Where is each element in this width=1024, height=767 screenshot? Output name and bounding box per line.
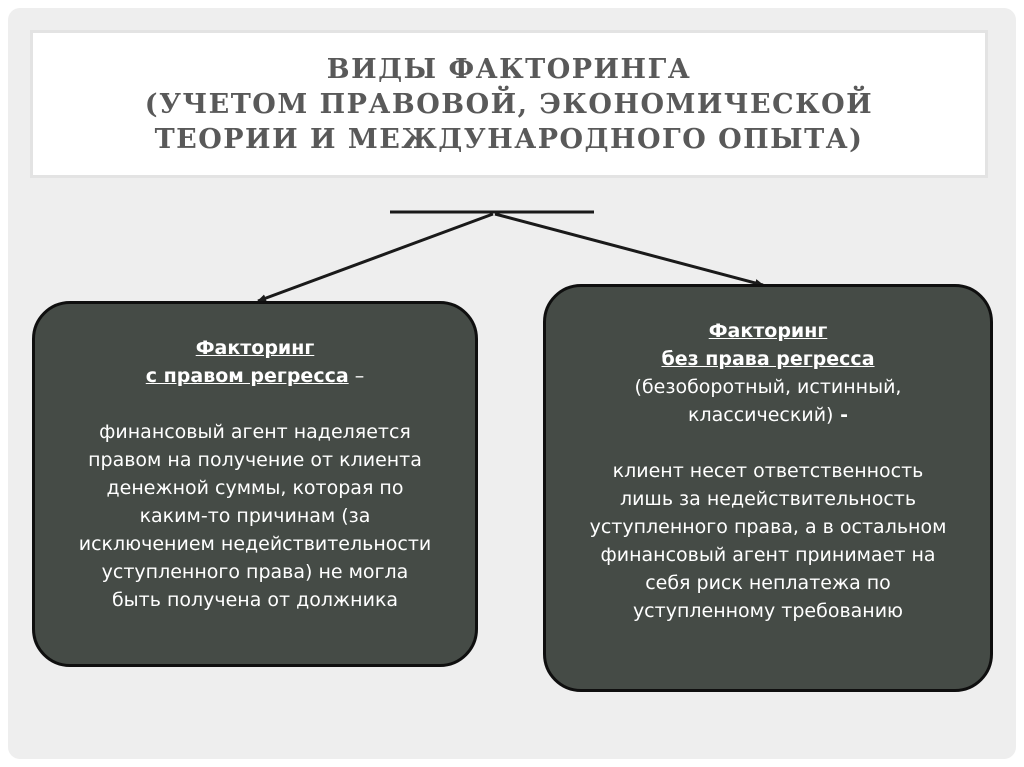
arrow-to-right-box xyxy=(495,214,763,285)
title-line-1: ВИДЫ ФАКТОРИНГА xyxy=(326,53,692,85)
right-body-line: лишь за недействительность xyxy=(619,488,917,510)
right-body-line: себя риск неплатежа по xyxy=(645,572,891,594)
right-heading-line-1: Факторинг xyxy=(708,320,828,342)
left-heading-line-2: с правом регресса xyxy=(145,365,349,387)
left-heading-line-2-row xyxy=(35,362,475,390)
right-subtitle-dash: - xyxy=(833,404,848,426)
left-body-line: денежной суммы, которая по xyxy=(106,477,404,499)
left-body-line: быть получена от должника xyxy=(111,589,399,611)
title-line-3: ТЕОРИИ И МЕЖДУНАРОДНОГО ОПЫТА) xyxy=(154,123,864,155)
left-heading-dash: – xyxy=(348,365,365,387)
left-body-line: каким-то причинам (за xyxy=(139,505,371,527)
right-spacer xyxy=(546,429,990,457)
right-body-line: клиент несет ответственность xyxy=(612,460,924,482)
left-body-line: финансовый агент наделяется xyxy=(99,421,411,443)
title-line-2: (УЧЕТОМ ПРАВОВОЙ, ЭКОНОМИЧЕСКОЙ xyxy=(144,88,874,120)
arrow-to-left-box xyxy=(258,214,493,301)
left-spacer xyxy=(35,390,475,418)
factoring-without-recourse-box xyxy=(543,284,993,692)
left-heading-line-1: Факторинг xyxy=(195,337,315,359)
right-body-line: уступленному требованию xyxy=(632,600,904,622)
factoring-with-recourse-box xyxy=(32,301,478,667)
right-subtitle-line-2-row xyxy=(546,401,990,429)
left-body-line: уступленного права) не могла xyxy=(101,561,409,583)
right-body-line: финансовый агент принимает на xyxy=(600,544,936,566)
right-subtitle-line-1: (безоборотный, истинный, xyxy=(634,376,902,398)
right-heading-line-2: без права регресса xyxy=(661,348,875,370)
left-body-line: правом на получение от клиента xyxy=(88,449,422,471)
right-body-line: уступленного права, а в остальном xyxy=(589,516,947,538)
left-body-line: исключением недействительности xyxy=(78,533,432,555)
right-subtitle-line-2: классический) xyxy=(688,404,834,426)
